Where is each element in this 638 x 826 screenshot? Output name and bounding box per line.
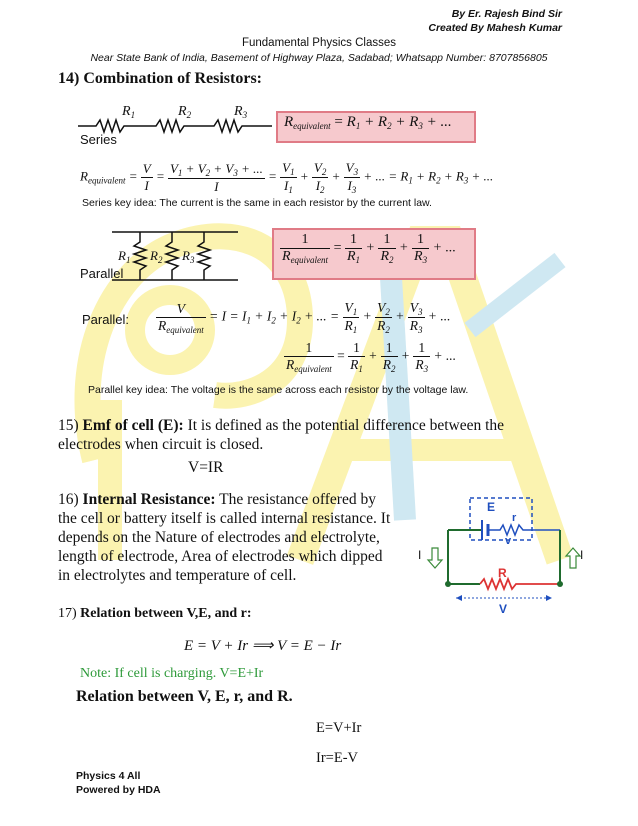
series-label: Series [80,132,117,147]
circuit-label-V: V [499,602,508,616]
parallel-r3-label: $R_3$ [182,248,195,265]
series-formula: $R_{equivalent} = R_1 + R_2 + R_3$ + ... [284,114,452,131]
relation-line-1: E=V+Ir [316,720,362,736]
header-institute: Fundamental Physics Classes [241,37,397,49]
series-r3-label: $R_3$ [234,104,248,120]
relation-subtitle: Relation between V, E, r, and R. [76,688,293,705]
section-15-formula: V=IR [188,459,224,476]
header-creator: Created By Mahesh Kumar [428,22,562,34]
circuit-label-R: R [498,566,507,580]
series-r1-label: $R_1$ [122,104,136,120]
parallel-r1-label: $R_1$ [118,248,131,265]
series-key-idea: Series key idea: The current is the same in each resistor by the current law. [82,197,432,209]
section-16-title: Internal Resistance: [82,491,216,508]
parallel-derivation-2: $\frac{1}{R_{equivalent}}$ = $\frac{1}{R_1}$ + $\frac{1}{R_2}$ + $\frac{1}{R_3}$ + ... [286,340,457,374]
footer-line-2: Powered by HDA [76,784,161,796]
circuit-label-I-left: I [418,548,422,562]
parallel-formula: $\frac{1}{R_{equivalent}}$ = $\frac{1}{R_1}$ + $\frac{1}{R_2}$ + $\frac{1}{R_3}$ + ... [282,232,457,265]
footer-line-1: Physics 4 All [76,770,141,782]
section-17-title: Relation between V,E, and r: [80,606,252,621]
series-r2-label: $R_2$ [178,104,192,120]
charging-note: Note: If cell is charging. V=E+Ir [80,666,264,681]
parallel-r2-label: $R_2$ [150,248,163,265]
circuit-label-r: r [512,512,517,524]
circuit-label-I-right: I [580,548,584,562]
circuit-label-E: E [487,500,496,514]
section-17-formula: E = V + Ir ⟹ V = E − Ir [184,638,342,654]
section-14-title: 14) Combination of Resistors: [58,70,262,87]
relation-line-2: Ir=E-V [316,750,358,766]
section-17: 17) Relation between V,E, and r: [58,606,252,621]
section-15-title: Emf of cell (E): [82,417,184,434]
parallel-eq-label: Parallel: [82,312,129,327]
series-derivation: $R_{equivalent}$ = $\frac{V}{I}$ = $\frac{V_1 + V_2 + V_3 + ...}{I}$ = $\frac{V_1}{I_1}$ + $\frac{V_2}{I_2}$ + $\frac{V_3}{I_3}$ + ... = $R_1 + R_2 + R_3$ + ... [80,160,494,195]
parallel-label: Parallel [80,266,124,281]
parallel-derivation: $\frac{V}{R_{equivalent}}$ = $I = I_1 + I_2 + I_2$ + ... = $\frac{V_1}{R_1}$ + $\frac{V_2}{R_2}$ + $\frac{V_3}{R_3}$ + ... [158,300,451,335]
header-author: By Er. Rajesh Bind Sir [451,8,562,20]
parallel-key-idea: Parallel key idea: The voltage is the same across each resistor by the voltage law. [88,384,469,396]
section-16: 16) Internal Resistance: The resistance offered by the cell or battery itself is called internal resistance. It depends on the Nature of electrodes and electrolyte, length of electrode, Area of electrodes which dipped in electrolytes and temperature of cell. [58,491,391,584]
header-address: Near State Bank of India, Basement of Highway Plaza, Sadabad; Whatsapp Number: 8707856805 [90,52,548,64]
circuit-label-v: v [505,535,512,547]
section-15: 15) Emf of cell (E): It is defined as the potential difference between the electrodes when circuit is closed. [58,417,505,453]
